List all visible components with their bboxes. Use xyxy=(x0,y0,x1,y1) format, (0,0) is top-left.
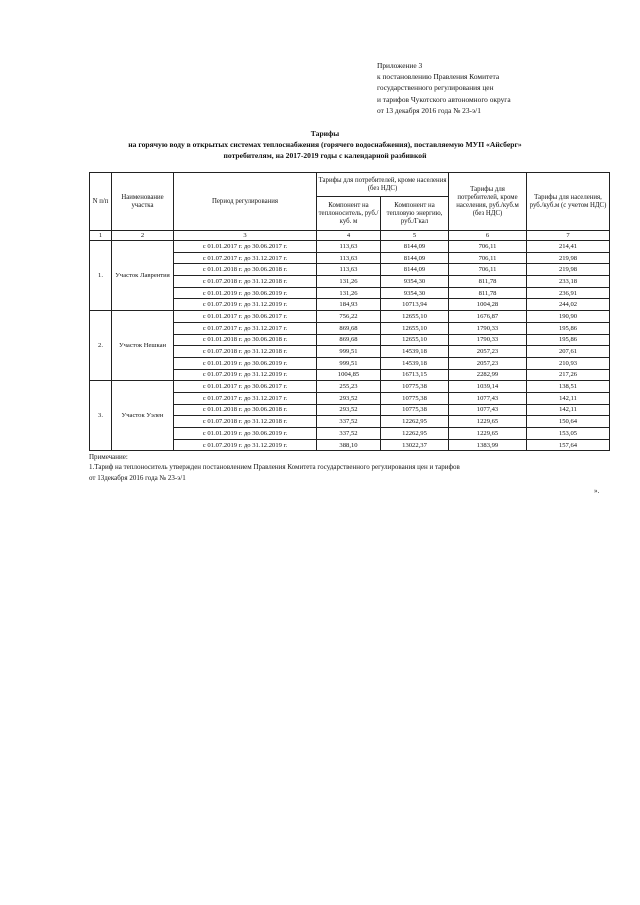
carrier-cell: 337,52 xyxy=(317,428,381,440)
population-tariff-cell: 142,11 xyxy=(527,392,610,404)
population-tariff-cell: 244,02 xyxy=(527,299,610,311)
energy-cell: 12262,95 xyxy=(381,428,449,440)
consumers-tariff-cell: 2057,23 xyxy=(449,346,527,358)
population-tariff-cell: 195,86 xyxy=(527,322,610,334)
area-name: Участок Уэлен xyxy=(112,381,174,451)
column-number: 1 xyxy=(90,231,112,241)
header-component-energy: Компонент на тепловую энергию, руб./Гкал xyxy=(381,197,449,231)
column-number-row xyxy=(90,231,610,241)
column-number: 5 xyxy=(381,231,449,241)
population-tariff-cell: 219,98 xyxy=(527,252,610,264)
tariff-table xyxy=(89,172,610,451)
consumers-tariff-cell: 706,11 xyxy=(449,241,527,253)
energy-cell: 9354,30 xyxy=(381,287,449,299)
carrier-cell: 113,63 xyxy=(317,252,381,264)
table-row xyxy=(90,241,610,253)
energy-cell: 10775,38 xyxy=(381,381,449,393)
appendix-line: от 13 декабря 2016 года № 23-э/1 xyxy=(377,105,481,115)
row-number: 2. xyxy=(90,311,112,381)
carrier-cell: 184,93 xyxy=(317,299,381,311)
header-name: Наименование участка xyxy=(112,173,174,231)
period-cell: с 01.01.2017 г. до 30.06.2017 г. xyxy=(174,311,317,323)
consumers-tariff-cell: 1077,43 xyxy=(449,404,527,416)
carrier-cell: 869,68 xyxy=(317,322,381,334)
document-title xyxy=(90,128,560,161)
energy-cell: 12262,95 xyxy=(381,416,449,428)
population-tariff-cell: 142,11 xyxy=(527,404,610,416)
period-cell: с 01.01.2017 г. до 30.06.2017 г. xyxy=(174,381,317,393)
appendix-line: Приложение 3 xyxy=(377,61,423,70)
consumers-tariff-cell: 2282,99 xyxy=(449,369,527,381)
carrier-cell: 293,52 xyxy=(317,392,381,404)
carrier-cell: 113,63 xyxy=(317,241,381,253)
population-tariff-cell: 207,61 xyxy=(527,346,610,358)
appendix-line: государственного регулирования цен xyxy=(377,83,494,93)
energy-cell: 14539,18 xyxy=(381,357,449,369)
area-name: Участок Нешкан xyxy=(112,311,174,381)
consumers-tariff-cell: 706,11 xyxy=(449,252,527,264)
carrier-cell: 131,26 xyxy=(317,287,381,299)
period-cell: с 01.01.2019 г. до 30.06.2019 г. xyxy=(174,428,317,440)
energy-cell: 16713,15 xyxy=(381,369,449,381)
carrier-cell: 999,51 xyxy=(317,357,381,369)
period-cell: с 01.01.2018 г. до 30.06.2018 г. xyxy=(174,404,317,416)
period-cell: с 01.07.2019 г. до 31.12.2019 г. xyxy=(174,439,317,451)
consumers-tariff-cell: 811,78 xyxy=(449,287,527,299)
energy-cell: 8144,09 xyxy=(381,264,449,276)
notes xyxy=(89,452,460,483)
column-number: 2 xyxy=(112,231,174,241)
consumers-tariff-cell: 1790,33 xyxy=(449,334,527,346)
carrier-cell: 1004,85 xyxy=(317,369,381,381)
header-group-non-population: Тарифы для потребителей, кроме населения (без НДС) xyxy=(317,173,449,197)
carrier-cell: 131,26 xyxy=(317,276,381,288)
row-number: 3. xyxy=(90,381,112,451)
energy-cell: 9354,30 xyxy=(381,276,449,288)
energy-cell: 10775,38 xyxy=(381,392,449,404)
consumers-tariff-cell: 1229,65 xyxy=(449,428,527,440)
table-row xyxy=(90,311,610,323)
energy-cell: 8144,09 xyxy=(381,241,449,253)
row-number: 1. xyxy=(90,241,112,311)
period-cell: с 01.01.2019 г. до 30.06.2019 г. xyxy=(174,357,317,369)
population-tariff-cell: 190,90 xyxy=(527,311,610,323)
period-cell: с 01.07.2017 г. до 31.12.2017 г. xyxy=(174,252,317,264)
period-cell: с 01.07.2017 г. до 31.12.2017 г. xyxy=(174,392,317,404)
period-cell: с 01.07.2017 г. до 31.12.2017 г. xyxy=(174,322,317,334)
period-cell: с 01.07.2018 г. до 31.12.2018 г. xyxy=(174,346,317,358)
population-tariff-cell: 214,41 xyxy=(527,241,610,253)
consumers-tariff-cell: 1229,65 xyxy=(449,416,527,428)
appendix-line: к постановлению Правления Комитета xyxy=(377,72,500,82)
table-row xyxy=(90,381,610,393)
period-cell: с 01.01.2019 г. до 30.06.2019 г. xyxy=(174,287,317,299)
carrier-cell: 388,10 xyxy=(317,439,381,451)
title-line: на горячую воду в открытых системах теплоснабжения (горячего водоснабжения), поставляемую МУП «Айсберг» xyxy=(128,140,522,149)
energy-cell: 8144,09 xyxy=(381,252,449,264)
notes-line: от 13декабря 2016 года № 23-э/1 xyxy=(89,473,186,482)
period-cell: с 01.01.2018 г. до 30.06.2018 г. xyxy=(174,334,317,346)
period-cell: с 01.07.2018 г. до 31.12.2018 г. xyxy=(174,416,317,428)
energy-cell: 12655,10 xyxy=(381,311,449,323)
consumers-tariff-cell: 1383,99 xyxy=(449,439,527,451)
population-tariff-cell: 219,98 xyxy=(527,264,610,276)
carrier-cell: 293,52 xyxy=(317,404,381,416)
population-tariff-cell: 153,05 xyxy=(527,428,610,440)
column-number: 4 xyxy=(317,231,381,241)
carrier-cell: 869,68 xyxy=(317,334,381,346)
consumers-tariff-cell: 1077,43 xyxy=(449,392,527,404)
notes-heading: Примечание: xyxy=(89,453,128,461)
area-name: Участок Лаврентия xyxy=(112,241,174,311)
consumers-tariff-cell: 1790,33 xyxy=(449,322,527,334)
carrier-cell: 255,23 xyxy=(317,381,381,393)
period-cell: с 01.07.2018 г. до 31.12.2018 г. xyxy=(174,276,317,288)
population-tariff-cell: 233,18 xyxy=(527,276,610,288)
period-cell: с 01.01.2017 г. до 30.06.2017 г. xyxy=(174,241,317,253)
carrier-cell: 756,22 xyxy=(317,311,381,323)
consumers-tariff-cell: 1676,87 xyxy=(449,311,527,323)
population-tariff-cell: 210,93 xyxy=(527,357,610,369)
header-population: Тарифы для населения, руб./куб.м (с учетом НДС) xyxy=(527,173,610,231)
consumers-tariff-cell: 811,78 xyxy=(449,276,527,288)
header-period: Период регулирования xyxy=(174,173,317,231)
energy-cell: 12655,10 xyxy=(381,322,449,334)
period-cell: с 01.01.2018 г. до 30.06.2018 г. xyxy=(174,264,317,276)
appendix-header xyxy=(377,60,511,116)
closing-mark: ». xyxy=(594,487,600,495)
header-num: N п/п xyxy=(90,173,112,231)
column-number: 6 xyxy=(449,231,527,241)
consumers-tariff-cell: 706,11 xyxy=(449,264,527,276)
header-component-carrier: Компонент на теплоноситель, руб./куб. м xyxy=(317,197,381,231)
column-number: 7 xyxy=(527,231,610,241)
title-line: потребителям, на 2017-2019 годы с календарной разбивкой xyxy=(223,151,427,160)
energy-cell: 14539,18 xyxy=(381,346,449,358)
period-cell: с 01.07.2019 г. до 31.12.2019 г. xyxy=(174,369,317,381)
consumers-tariff-cell: 1039,14 xyxy=(449,381,527,393)
carrier-cell: 337,52 xyxy=(317,416,381,428)
population-tariff-cell: 236,91 xyxy=(527,287,610,299)
period-cell: с 01.07.2019 г. до 31.12.2019 г. xyxy=(174,299,317,311)
energy-cell: 13022,37 xyxy=(381,439,449,451)
population-tariff-cell: 195,86 xyxy=(527,334,610,346)
appendix-line: и тарифов Чукотского автономного округа xyxy=(377,94,511,104)
carrier-cell: 999,51 xyxy=(317,346,381,358)
population-tariff-cell: 217,26 xyxy=(527,369,610,381)
population-tariff-cell: 157,64 xyxy=(527,439,610,451)
population-tariff-cell: 138,51 xyxy=(527,381,610,393)
consumers-tariff-cell: 2057,23 xyxy=(449,357,527,369)
carrier-cell: 113,63 xyxy=(317,264,381,276)
population-tariff-cell: 150,64 xyxy=(527,416,610,428)
consumers-tariff-cell: 1004,28 xyxy=(449,299,527,311)
energy-cell: 10713,94 xyxy=(381,299,449,311)
header-consumers: Тарифы для потребителей, кроме населения, руб./куб.м (без НДС) xyxy=(449,173,527,231)
column-number: 3 xyxy=(174,231,317,241)
notes-line: 1.Тариф на теплоноситель утвержден постановлением Правления Комитета государственного регулирования цен и тарифов xyxy=(89,463,460,472)
energy-cell: 12655,10 xyxy=(381,334,449,346)
energy-cell: 10775,38 xyxy=(381,404,449,416)
title-line: Тарифы xyxy=(310,129,340,138)
